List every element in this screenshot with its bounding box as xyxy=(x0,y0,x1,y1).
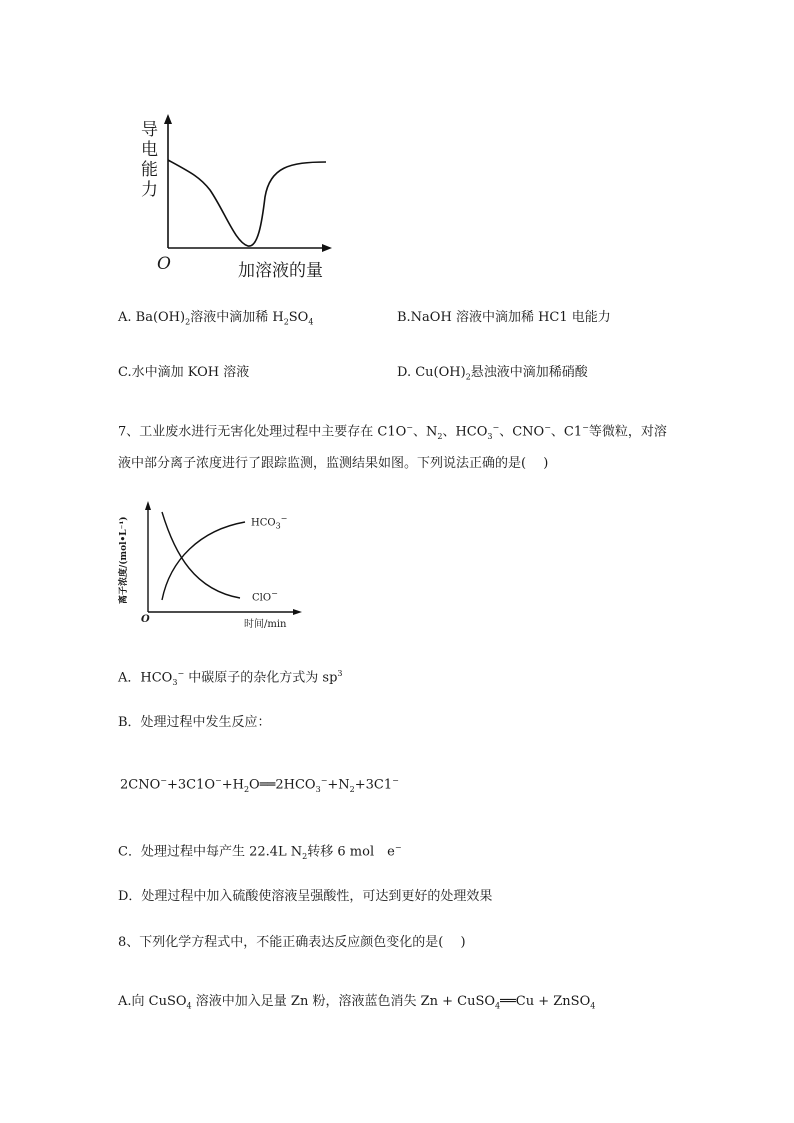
superscript: − xyxy=(215,776,222,785)
series-hco3-label xyxy=(251,514,287,530)
q7-option-b: B．处理过程中发生反应： xyxy=(118,715,271,730)
opt-text: 溶液中滴加稀 H xyxy=(190,310,284,325)
q6-option-c: C.水中滴加 KOH 溶液 xyxy=(118,365,250,380)
clo-curve xyxy=(162,512,240,598)
q8-stem: 8、下列化学方程式中，不能正确表达反应颜色变化的是( ) xyxy=(118,935,466,950)
q6-option-d xyxy=(397,364,588,387)
opt-text: SO xyxy=(288,310,309,325)
superscript: − xyxy=(280,514,288,523)
q7-equation xyxy=(120,772,399,799)
superscript: − xyxy=(271,589,278,598)
opt-text: 溶液中加入足量 Zn 粉，溶液蓝色消失 Zn + CuSO xyxy=(191,994,496,1009)
opt-text: Cu + ZnSO xyxy=(515,994,591,1009)
graph1-xlabel: 加溶液的量 xyxy=(238,261,323,281)
eq-text: +N xyxy=(327,777,350,793)
equals-sign: ══ xyxy=(500,994,516,1009)
opt-text: 转移 6 mol e xyxy=(307,844,395,860)
graph1-plot xyxy=(150,112,340,262)
subscript: 2 xyxy=(283,317,289,327)
subscript: 4 xyxy=(590,1001,596,1011)
opt-text: 悬浊液中滴加稀硝酸 xyxy=(470,365,588,380)
ylabel-char: 力 xyxy=(141,180,158,200)
q7-option-c xyxy=(118,839,402,866)
ylabel-char: 电 xyxy=(141,140,158,160)
stem-text: 、CNO xyxy=(499,424,545,440)
stem-text: 7、工业废水进行无害化处理过程中主要存在 C1O xyxy=(118,424,407,440)
stem-text: 等微粒，对溶 xyxy=(588,424,667,440)
superscript: − xyxy=(320,776,328,785)
subscript: 2 xyxy=(437,431,443,441)
opt-text: C．处理过程中每产生 22.4L N xyxy=(118,844,303,860)
stem-text: 、HCO xyxy=(442,424,488,440)
eq-text: +3C1 xyxy=(354,777,393,793)
q7-stem-line2: 液中部分离子浓度进行了跟踪监测，监测结果如图。下列说法正确的是( ) xyxy=(118,456,549,471)
subscript: 2 xyxy=(185,317,191,327)
superscript: − xyxy=(544,423,551,432)
eq-text: O xyxy=(249,777,260,793)
stem-text: 、C1 xyxy=(550,424,583,440)
subscript: 2 xyxy=(243,784,250,794)
subscript: 2 xyxy=(302,851,308,861)
superscript: − xyxy=(160,776,167,785)
eq-text: 2CNO xyxy=(120,777,161,793)
q6-option-a xyxy=(118,309,313,332)
superscript: 3 xyxy=(337,669,343,678)
eq-text: +H xyxy=(221,777,244,793)
opt-text: 中碳原子的杂化方式为 sp xyxy=(184,670,338,686)
opt-text: A.向 CuSO xyxy=(118,994,187,1009)
ylabel-char: 导 xyxy=(141,120,158,140)
subscript: 4 xyxy=(308,317,314,327)
subscript: 3 xyxy=(172,677,178,687)
q8-option-a xyxy=(118,993,595,1016)
q7-option-a xyxy=(118,665,343,692)
superscript: − xyxy=(582,423,589,432)
subscript: 3 xyxy=(275,521,281,531)
opt-text: A. Ba(OH) xyxy=(118,310,186,325)
graph1-origin: O xyxy=(157,254,171,274)
subscript: 3 xyxy=(487,431,493,441)
ylabel-char: 能 xyxy=(141,160,158,180)
superscript: − xyxy=(177,669,185,678)
subscript: 2 xyxy=(465,372,471,382)
eq-text: 2HCO xyxy=(275,777,316,793)
stem-text: 、N xyxy=(412,424,438,440)
subscript: 4 xyxy=(495,1001,501,1011)
graph2-ylabel: 离子浓度/(mol•L⁻¹) xyxy=(119,516,129,604)
q7-stem-line1 xyxy=(118,419,667,446)
superscript: − xyxy=(394,843,402,852)
series-text: ClO xyxy=(252,592,272,604)
eq-text: +3C1O xyxy=(166,777,216,793)
opt-text: A．HCO xyxy=(118,670,173,686)
q6-option-b: B.NaOH 溶液中滴加稀 HC1 电能力 xyxy=(397,310,611,325)
series-clo-label xyxy=(252,589,278,603)
hco3-curve xyxy=(162,522,245,600)
superscript: − xyxy=(406,423,413,432)
equals-sign: ══ xyxy=(259,777,276,793)
subscript: 3 xyxy=(315,784,321,794)
graph2-origin: O xyxy=(141,614,150,625)
subscript: 2 xyxy=(349,784,355,794)
graph2-xlabel: 时间/min xyxy=(244,619,287,630)
q7-option-d: D．处理过程中加入硫酸使溶液呈强酸性，可达到更好的处理效果 xyxy=(118,889,493,904)
opt-text: D. Cu(OH) xyxy=(397,365,466,380)
series-text: HCO xyxy=(251,517,276,529)
superscript: − xyxy=(492,423,500,432)
superscript: − xyxy=(392,776,399,785)
conductivity-curve xyxy=(168,160,326,246)
subscript: 4 xyxy=(186,1001,192,1011)
